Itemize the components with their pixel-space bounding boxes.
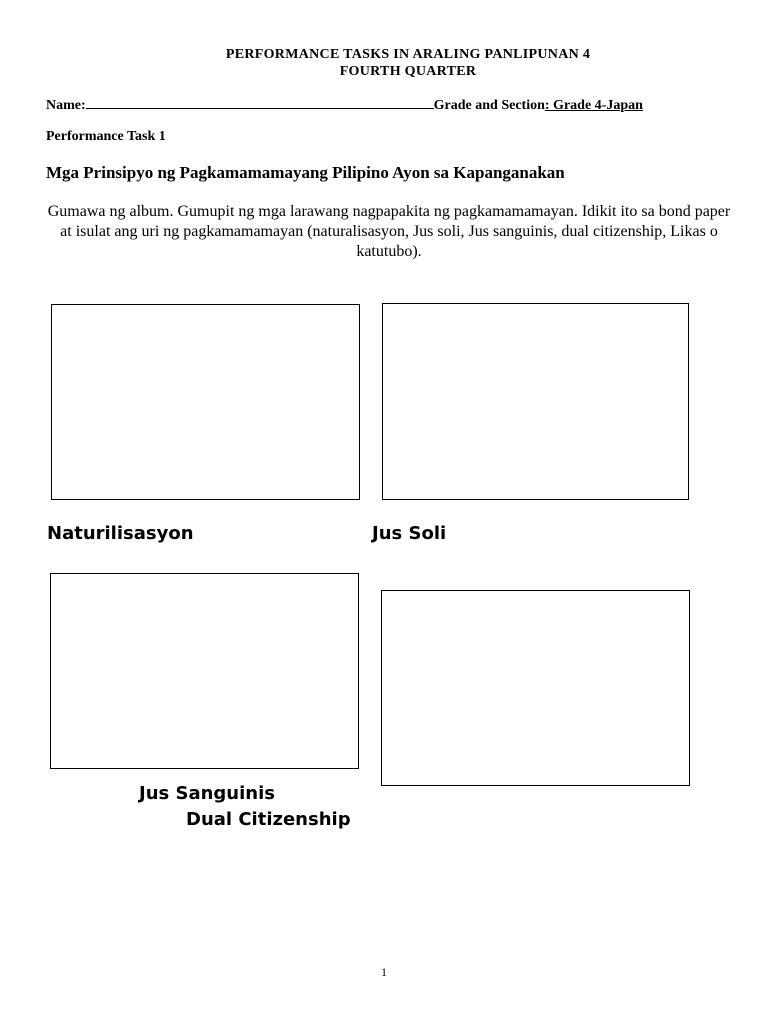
photo-frame-dual-citizenship (381, 590, 690, 786)
photo-frame-jus-soli (382, 303, 689, 500)
quarter-subtitle: FOURTH QUARTER (339, 64, 477, 79)
caption-jus-sanguinis: Jus Sanguinis (139, 783, 275, 804)
document-title: PERFORMANCE TASKS IN ARALING PANLIPUNAN 4 (225, 47, 591, 62)
task-title: Mga Prinsipyo ng Pagkamamamayang Pilipino Ayon sa Kapanganakan (46, 163, 565, 182)
caption-dual-citizenship: Dual Citizenship (186, 809, 351, 830)
photo-frame-jus-sanguinis (50, 573, 359, 769)
caption-jus-soli: Jus Soli (372, 523, 447, 544)
grade-section-value: : Grade 4-Japan (544, 98, 643, 113)
task-label: Performance Task 1 (46, 129, 166, 144)
name-label: Name: (46, 98, 86, 113)
student-info-row (46, 96, 643, 114)
task-instructions: Gumawa ng album. Gumupit ng mga larawang nagpapakita ng pagkamamamayan. Idikit ito sa bond paper at isulat ang uri ng pagkamamamayan (naturalisasyon, Jus soli, Jus sanguinis, dual citizenship, Likas o katutubo). (47, 203, 731, 260)
page-number: 1 (381, 965, 387, 979)
photo-frame-naturalisasyon (51, 304, 360, 500)
grade-section-label: Grade and Section (433, 98, 545, 113)
name-blank-line (86, 96, 434, 109)
caption-naturilisasyon: Naturilisasyon (47, 523, 194, 544)
